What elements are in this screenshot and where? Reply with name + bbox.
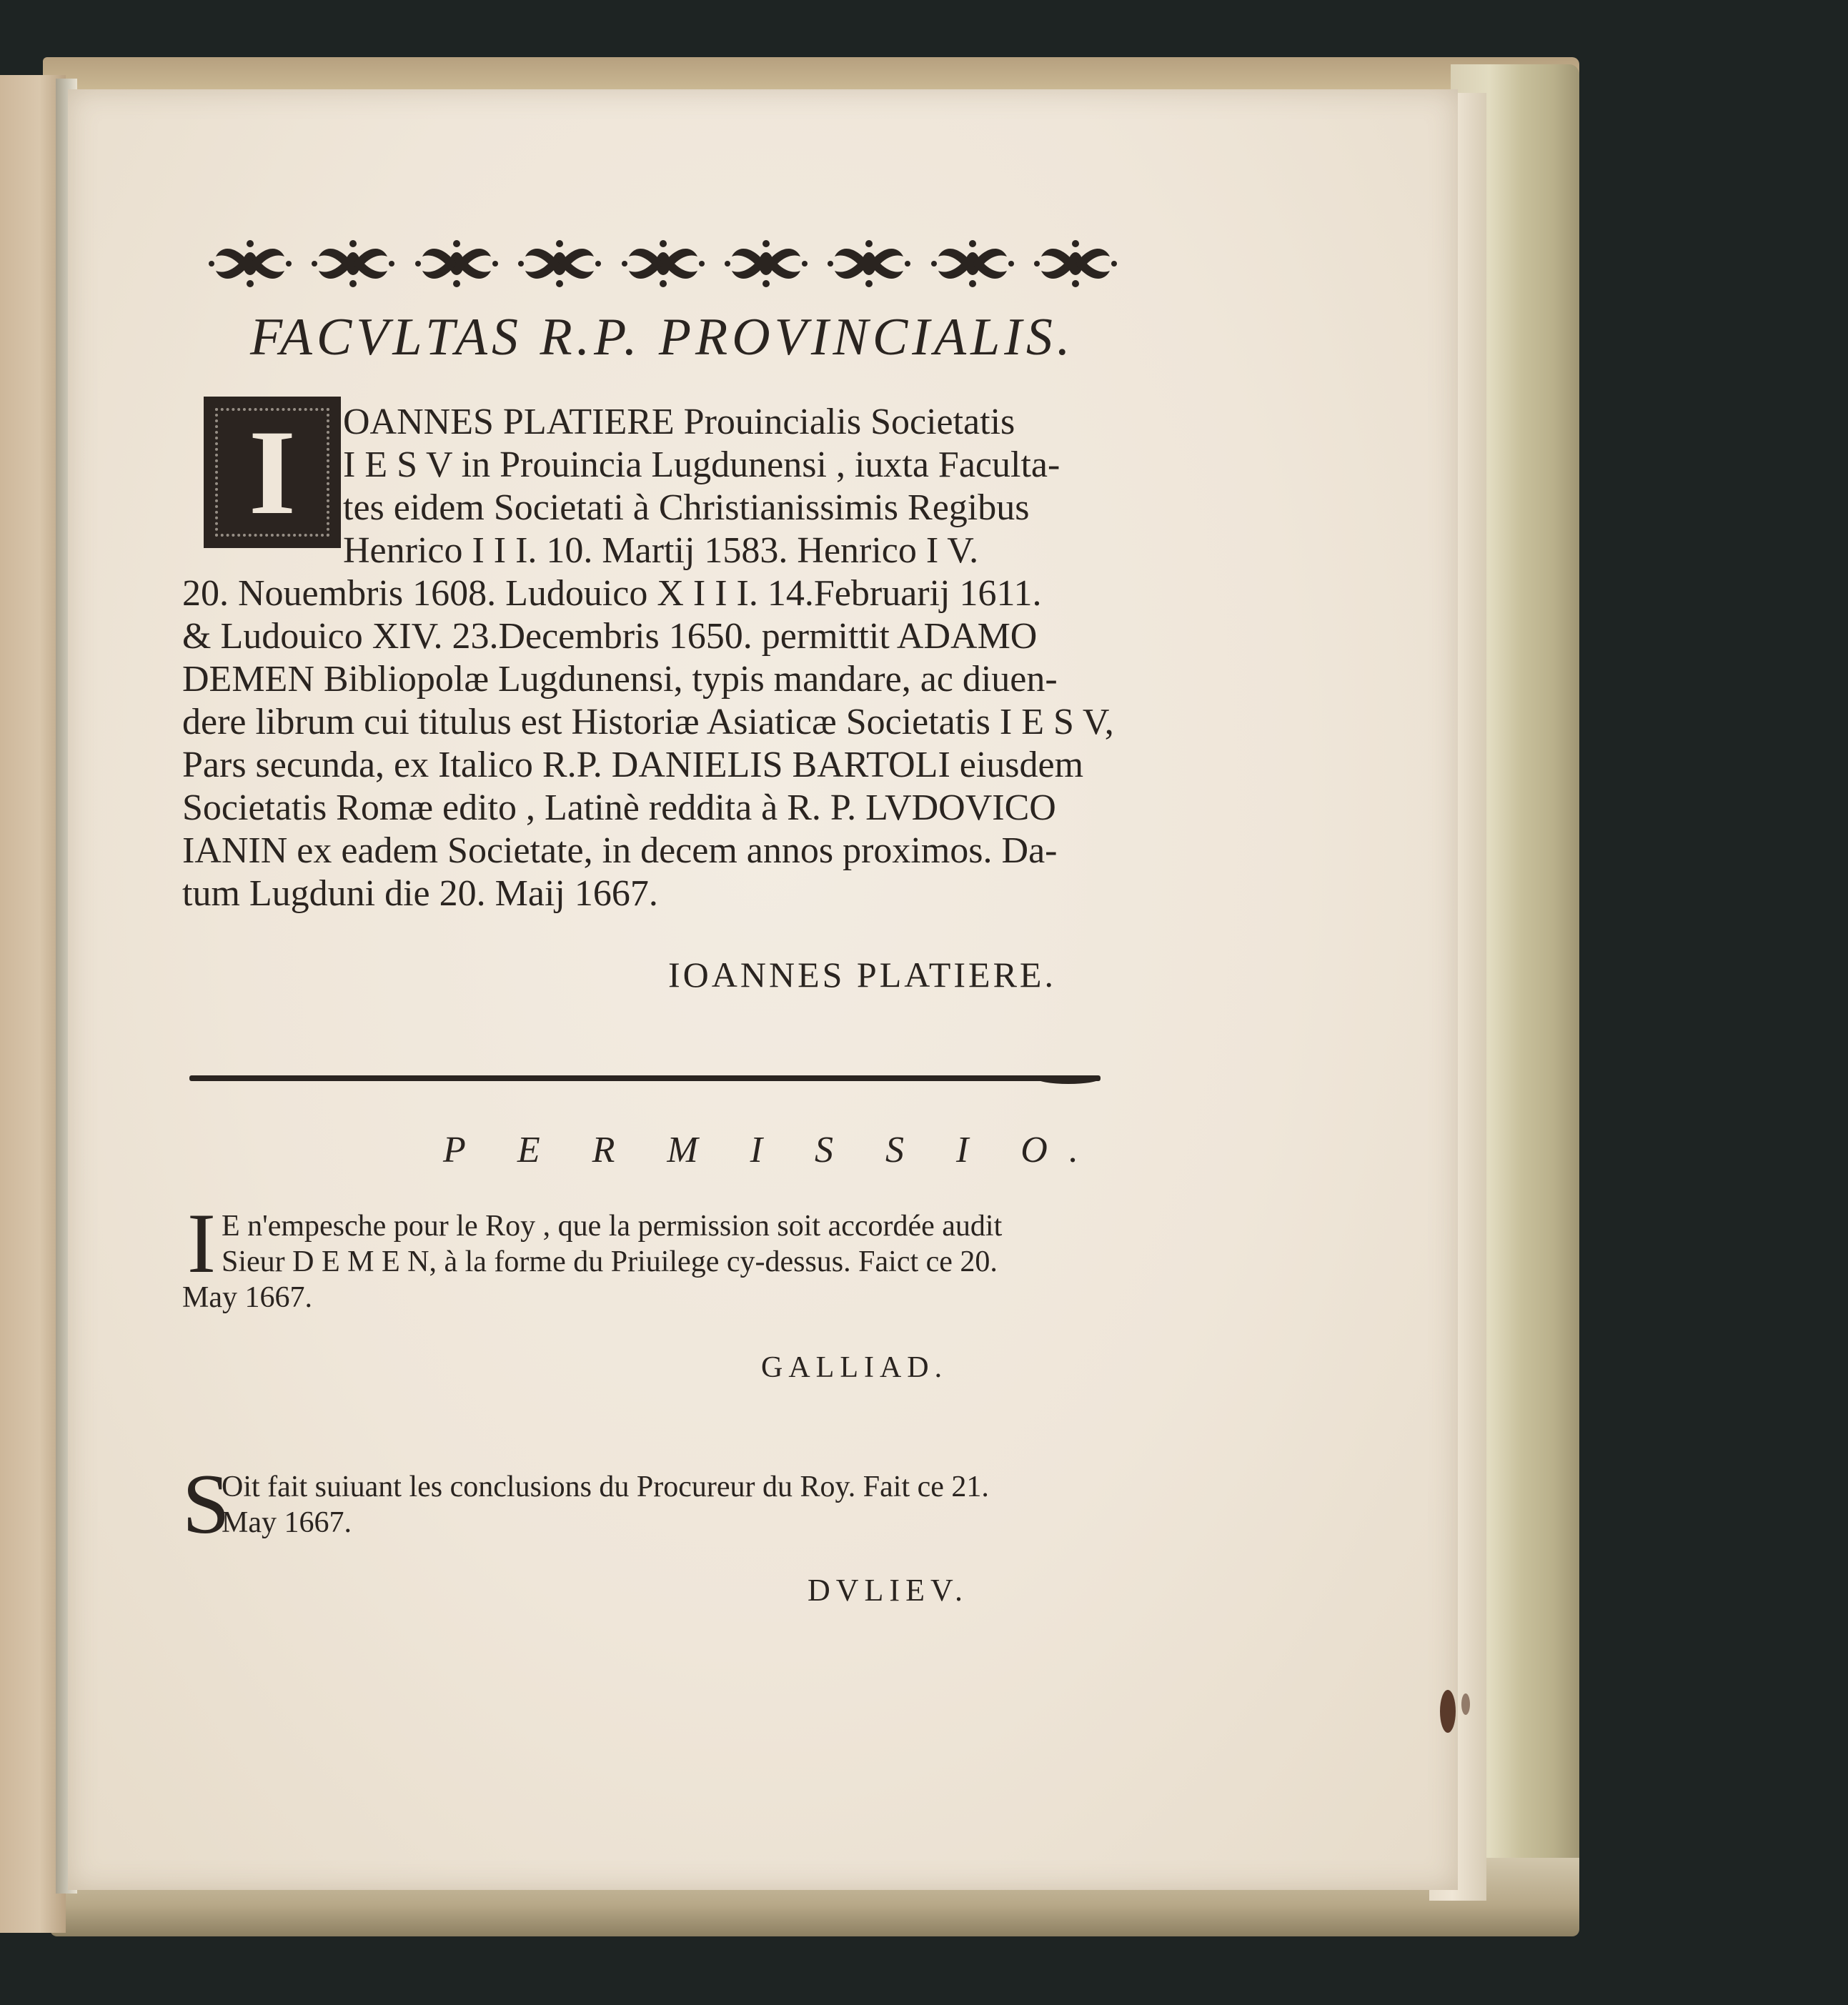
facultas-line-4: Henrico I I I. 10. Martij 1583. Henrico I V. xyxy=(343,530,979,571)
section-title-permissio: P E R M I S S I O. xyxy=(443,1130,1100,1170)
fleuron-ornament-icon xyxy=(930,238,1015,289)
facultas-line-3: tes eidem Societati à Christianissimis Regibus xyxy=(343,487,1030,528)
fleuron-ornament-icon xyxy=(1033,238,1118,289)
section-divider-rule xyxy=(189,1075,1101,1081)
facultas-line-1: OANNES PLATIERE Prouincialis Societatis xyxy=(343,402,1015,442)
soit-signature: DVLIEV. xyxy=(808,1573,969,1608)
page-stain xyxy=(1440,1690,1456,1733)
fleuron-ornament-icon xyxy=(310,238,396,289)
permissio-line-1: E n'empesche pour le Roy , que la permission soit accordée audit xyxy=(222,1210,1003,1243)
facultas-line-5: 20. Nouembris 1608. Ludouico X I I I. 14.Februarij 1611. xyxy=(182,573,1042,614)
soit-line-2: May 1667. xyxy=(222,1506,352,1539)
fleuron-ornament-icon xyxy=(207,238,293,289)
soit-line-1: Oit fait suiuant les conclusions du Procureur du Roy. Fait ce 21. xyxy=(222,1471,989,1503)
facultas-line-12: tum Lugduni die 20. Maij 1667. xyxy=(182,873,658,914)
drop-cap-letter: I xyxy=(248,405,297,539)
facultas-line-2: I E S V in Prouincia Lugdunensi , iuxta Faculta- xyxy=(343,444,1060,485)
facultas-line-10: Societatis Romæ edito , Latinè reddita à R. P. LVDOVICO xyxy=(182,787,1056,828)
facultas-line-11: IANIN ex eadem Societate, in decem annos proximos. Da- xyxy=(182,830,1058,871)
fleuron-ornament-icon xyxy=(414,238,500,289)
fleuron-ornament-icon xyxy=(723,238,809,289)
section-title-facultas: FACVLTAS R.P. PROVINCIALIS. xyxy=(250,308,1075,367)
facultas-signature: IOANNES PLATIERE. xyxy=(668,955,1056,995)
fleuron-ornament-icon xyxy=(517,238,602,289)
soit-drop-cap: S xyxy=(182,1456,230,1551)
fleuron-ornament-icon xyxy=(826,238,912,289)
facultas-line-7: DEMEN Bibliopolæ Lugdunensi, typis mandare, ac diuen- xyxy=(182,659,1058,700)
facultas-line-9: Pars secunda, ex Italico R.P. DANIELIS BARTOLI eiusdem xyxy=(182,745,1084,785)
facultas-line-8: dere librum cui titulus est Historiæ Asiaticæ Societatis I E S V, xyxy=(182,702,1114,742)
permissio-drop-cap: I xyxy=(187,1195,216,1290)
page-stain xyxy=(1461,1693,1470,1715)
permissio-signature: GALLIAD. xyxy=(761,1351,948,1384)
permissio-line-2: Sieur D E M E N, à la forme du Priuilege cy-dessus. Faict ce 20. xyxy=(222,1245,998,1278)
permissio-line-3: May 1667. xyxy=(182,1281,312,1314)
facultas-line-6: & Ludouico XIV. 23.Decembris 1650. permittit ADAMO xyxy=(182,616,1038,657)
ornament-band xyxy=(207,234,1118,293)
drop-cap-ornate-i xyxy=(204,397,341,548)
fleuron-ornament-icon xyxy=(620,238,706,289)
drop-cap-flourish xyxy=(215,405,329,539)
